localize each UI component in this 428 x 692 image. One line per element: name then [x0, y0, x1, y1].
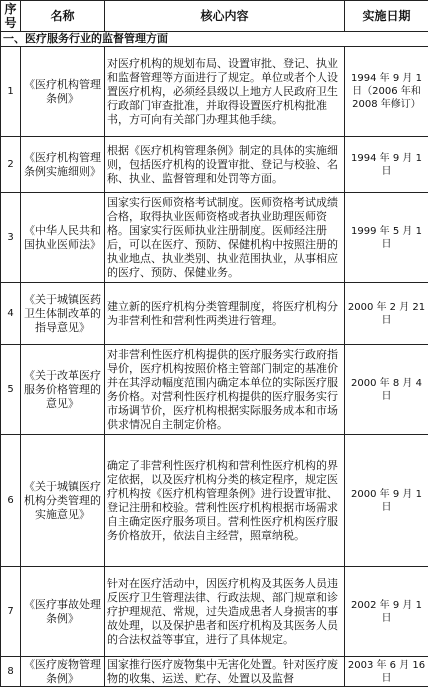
table-row [1, 137, 428, 193]
row-name: 《中华人民共和国执业医师法》 [21, 193, 105, 283]
row-name: 《关于城镇医药卫生体制改革的指导意见》 [21, 283, 105, 345]
row-date: 2000 年 2 月 21 日 [345, 283, 428, 345]
row-content: 国家推行医疗废物集中无害化处置。针对医疗废物的收集、运送、贮存、处置以及监督 [105, 657, 345, 687]
row-name: 《医疗机构管理条例》 [21, 47, 105, 137]
row-date: 2000 年 8 月 4 日 [345, 345, 428, 435]
table-row [1, 567, 428, 657]
row-date: 2000 年 9 月 1 日 [345, 435, 428, 567]
table-header-row [1, 1, 428, 32]
row-name: 《关于城镇医疗机构分类管理的实施意见》 [21, 435, 105, 567]
section-title: 一、医疗服务行业的监督管理方面 [1, 32, 428, 47]
table-row [1, 193, 428, 283]
row-content: 国家实行医师资格考试制度。医师资格考试成绩合格，取得执业医师资格或者执业助理医师资格。国家实行医师执业注册制度。医师经注册后，可以在医疗、预防、保健机构中按照注册的执业地点、执业类别、执业范围执业，从事相应的医疗、预防、保健业务。 [105, 193, 345, 283]
header-name: 名称 [21, 1, 105, 32]
table-row [1, 47, 428, 137]
row-date: 2002 年 9 月 1 日 [345, 567, 428, 657]
row-date: 1994 年 9 月 1 日 [345, 137, 428, 193]
row-name: 《医疗机构管理条例实施细则》 [21, 137, 105, 193]
table-row [1, 283, 428, 345]
row-content: 对医疗机构的规划布局、设置审批、登记、执业和监督管理等方面进行了规定。单位或者个人设置医疗机构，必须经县级以上地方人民政府卫生行政部门审查批准，并取得设置医疗机构批准书，方可向有关部门办理其他手续。 [105, 47, 345, 137]
row-num: 6 [1, 435, 21, 567]
row-content: 根据《医疗机构管理条例》制定的具体的实施细则，包括医疗机构的设置审批、登记与校验、名称、执业、监督管理和处罚等方面。 [105, 137, 345, 193]
header-date: 实施日期 [345, 1, 428, 32]
row-name: 《医疗事故处理条例》 [21, 567, 105, 657]
row-content: 确定了非营利性医疗机构和营利性医疗机构的界定依据，以及医疗机构分类的核定程序，规定医疗机构按《医疗机构管理条例》进行设置审批、登记注册和校验。营利性医疗机构根据市场需求自主确定医疗服务项目。营利性医疗机构医疗服务价格放开，依法自主经营，照章纳税。 [105, 435, 345, 567]
row-date: 1999 年 5 月 1 日 [345, 193, 428, 283]
row-num: 2 [1, 137, 21, 193]
row-content: 对非营利性医疗机构提供的医疗服务实行政府指导价，医疗机构按照价格主管部门制定的基准价并在其浮动幅度范围内确定本单位的实际医疗服务价格。对营利性医疗机构提供的医疗服务实行市场调节价，医疗机构根据实际服务成本和市场供求情况自主制定价格。 [105, 345, 345, 435]
section-row [1, 32, 428, 47]
row-content: 针对在医疗活动中，因医疗机构及其医务人员违反医疗卫生管理法律、行政法规、部门规章和诊疗护理规范、常规，过失造成患者人身损害的事故处理，以及保护患者和医疗机构及其医务人员的合法权益等事宜，进行了具体规定。 [105, 567, 345, 657]
row-name: 《关于改革医疗服务价格管理的意见》 [21, 345, 105, 435]
header-num: 序号 [1, 1, 21, 32]
row-name: 《医疗废物管理条例》 [21, 657, 105, 687]
row-num: 1 [1, 47, 21, 137]
table-row [1, 435, 428, 567]
row-content: 建立新的医疗机构分类管理制度，将医疗机构分为非营利性和营利性两类进行管理。 [105, 283, 345, 345]
row-num: 3 [1, 193, 21, 283]
header-content: 核心内容 [105, 1, 345, 32]
table-row [1, 657, 428, 687]
row-num: 7 [1, 567, 21, 657]
row-date: 1994 年 9 月 1 日（2006 年和 2008 年修订） [345, 47, 428, 137]
row-date: 2003 年 6 月 16 日 [345, 657, 428, 687]
row-num: 4 [1, 283, 21, 345]
table-row [1, 345, 428, 435]
row-num: 5 [1, 345, 21, 435]
row-num: 8 [1, 657, 21, 687]
